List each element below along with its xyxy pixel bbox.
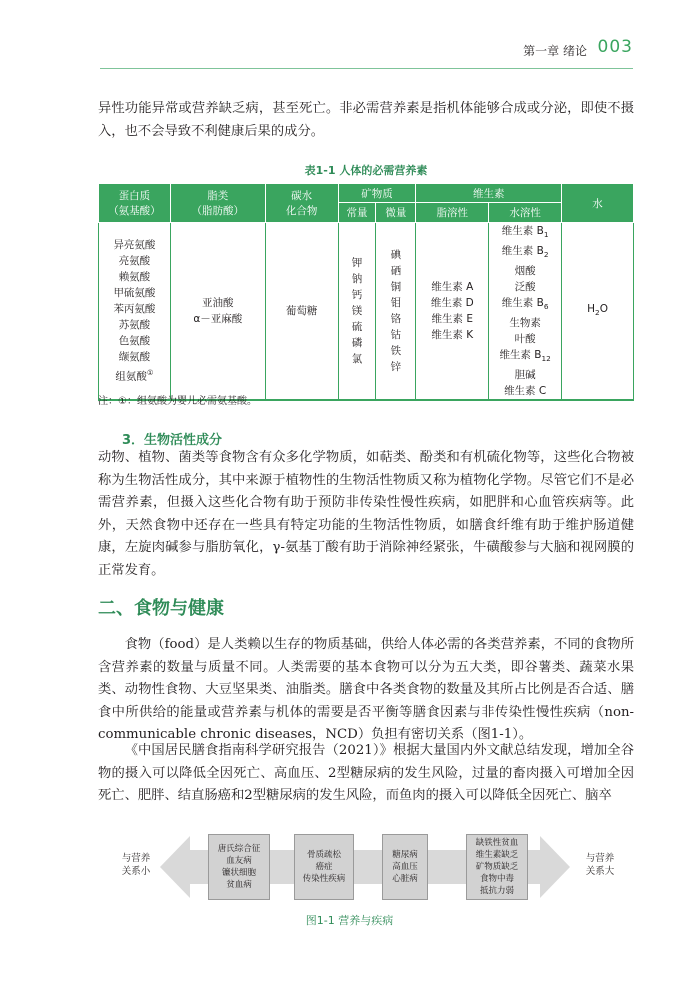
macro-mineral-item: 镁	[351, 305, 363, 318]
macro-mineral-item: 硫	[351, 321, 363, 334]
disease-label: 糖尿病	[392, 850, 418, 860]
trace-mineral-item: 钼	[390, 297, 402, 310]
water-soluble-vitamin-item: 生物素	[509, 317, 541, 330]
subsection-heading: 3．生物活性成分	[122, 433, 223, 448]
water-soluble-vitamin-item: 维生素 $B_2$	[501, 245, 549, 260]
fatty-acid-cell	[170, 223, 265, 401]
right-label: 与营养 关系大	[585, 853, 615, 877]
amino-acid-item: 亮氨酸	[118, 255, 151, 268]
trace-mineral-item: 铬	[390, 313, 402, 326]
chapter-title: 第一章 绪论	[523, 44, 587, 58]
header-divider	[100, 68, 633, 69]
section-heading: 二、食物与健康	[98, 598, 224, 619]
disease-label: 唐氏综合征	[217, 844, 261, 854]
header-mineral-trace: 微量	[376, 203, 416, 223]
water-soluble-vitamin-item: 维生素 $B_{12}$	[499, 349, 551, 364]
macro-mineral-item: 钙	[351, 289, 363, 302]
water-soluble-vitamin-item: 维生素 $B_6$	[501, 297, 549, 312]
amino-acid-item: 赖氨酸	[118, 271, 151, 284]
water-soluble-vitamin-item: 胆碱	[514, 369, 536, 382]
paragraph-nonessential: 异性功能异常或营养缺乏病，甚至死亡。非必需营养素是指机体能够合成或分泌，即使不摄入，也不会导致不利健康后果的成分。	[98, 101, 634, 139]
header-vitamin: 维生素	[416, 184, 562, 203]
amino-acid-item: 甲硫氨酸	[113, 287, 156, 300]
water-cell: $H_2O$	[562, 223, 634, 401]
disease-label: 骨质疏松	[306, 850, 341, 860]
trace-mineral-item: 锌	[390, 361, 402, 374]
disease-label: 抵抗力弱	[479, 886, 514, 896]
disease-label: 镰状细胞	[221, 868, 256, 878]
trace-mineral-item: 铁	[390, 345, 402, 358]
fat-soluble-vitamin-cell	[416, 223, 489, 401]
amino-acid-cell	[99, 223, 171, 401]
fatty-acid-item: 亚油酸	[202, 297, 234, 310]
fat-soluble-vitamin-item: 维生素 D	[430, 297, 474, 310]
amino-acid-item: 苯丙氨酸	[113, 303, 156, 316]
water-soluble-vitamin-cell	[489, 223, 562, 401]
disease-label: 缺铁性贫血	[475, 838, 519, 848]
amino-acid-item: 组氨酸①	[115, 368, 154, 383]
fat-soluble-vitamin-item: 维生素 E	[431, 313, 474, 326]
disease-label: 高血压	[392, 862, 418, 872]
disease-label: 食物中毒	[479, 874, 514, 884]
disease-box-nutritional	[466, 834, 528, 900]
table-title: 表1-1 人体的必需营养素	[304, 164, 428, 177]
paragraph-bioactive: 动物、植物、菌类等食物含有众多化学物质，如萜类、酚类和有机硫化物等，这些化合物被称为生物活性成分，其中来源于植物性的生物活性物质又称为植物化学物。尽管它们不是必需营养素，但摄入这些化合物有助于预防非传染性慢性疾病，如肥胖和心血管疾病等。此外，天然食物中还存在一些具有特定功能的生物活性物质，如膳食纤维有助于维护肠道健康，左旋肉碱参与脂肪氧化，γ-氨基丁酸有助于消除神经紧张，牛磺酸参与大脑和视网膜的正常发育。	[98, 450, 634, 578]
disease-label: 贫血病	[226, 880, 252, 890]
disease-label: 血友病	[226, 856, 252, 866]
water-soluble-vitamin-item: 维生素 $B_1$	[501, 225, 549, 240]
page-header	[0, 28, 699, 68]
footnote-mark: ①	[146, 368, 154, 378]
water-soluble-vitamin-item: 泛酸	[514, 281, 536, 294]
macro-mineral-item: 磷	[351, 337, 363, 350]
disease-box-chronic	[294, 834, 354, 900]
paragraph-guideline: 《中国居民膳食指南科学研究报告（2021）》根据大量国内外文献总结发现，增加全谷物的摄入可以降低全因死亡、高血压、2型糖尿病的发生风险，过量的畜肉摄入可增加全因死亡、肥胖、结直肠癌和2型糖尿病的发生风险，而鱼肉的摄入可以降低全因死亡、脑卒	[98, 743, 634, 804]
disease-box-metabolic	[382, 834, 428, 900]
header-mineral-macro: 常量	[338, 203, 376, 223]
header-mineral: 矿物质	[338, 184, 416, 203]
header-water: 水	[562, 184, 634, 223]
header-fat: 脂类 （脂肪酸）	[170, 184, 265, 223]
page-number: 003	[597, 37, 633, 57]
disease-box-genetic	[208, 834, 270, 900]
water-soluble-vitamin-item: 维生素 C	[504, 385, 547, 398]
nutrient-table	[98, 183, 634, 401]
fatty-acid-item: α－亚麻酸	[193, 313, 243, 326]
left-label: 与营养 关系小	[121, 853, 151, 877]
amino-acid-item: 苏氨酸	[118, 319, 151, 332]
disease-label: 心脏病	[392, 874, 418, 884]
water-soluble-vitamin-list	[489, 223, 561, 399]
header-vitamin-fat: 脂溶性	[416, 203, 489, 223]
trace-mineral-item: 碘	[390, 249, 402, 262]
macro-mineral-cell	[338, 223, 376, 401]
paragraph-food: 食物（food）是人类赖以生存的物质基础，供给人体必需的各类营养素，不同的食物所含营养素的数量与质量不同。人类需要的基本食物可以分为五大类，即谷薯类、蔬菜水果类、动物性食物、大豆坚果类、油脂类。膳食中各类食物的数量及其所占比例是否合适、膳食中所供给的能量或营养素与机体的需要是否平衡等膳食因素与非传染性慢性疾病（non-communicable chronic diseases，NCD）负担有密切关系（图1-1）。	[98, 637, 634, 743]
macro-mineral-item: 钾	[351, 257, 363, 270]
header-vitamin-water: 水溶性	[489, 203, 562, 223]
disease-label: 癌症	[315, 862, 333, 872]
header-protein: 蛋白质 （氨基酸）	[99, 184, 171, 223]
header-carbohydrate: 碳水 化合物	[265, 184, 338, 223]
macro-mineral-item: 钠	[351, 273, 363, 286]
water-soluble-vitamin-item: 烟酸	[514, 265, 536, 278]
amino-acid-item: 缬氨酸	[118, 351, 151, 364]
water-soluble-vitamin-item: 叶酸	[514, 333, 536, 346]
table-note: 注：①：组氨酸为婴儿必需氨基酸。	[98, 396, 257, 407]
disease-label: 矿物质缺乏	[475, 862, 519, 872]
disease-label: 维生素缺乏	[475, 850, 519, 860]
macro-mineral-item: 氯	[351, 353, 363, 366]
trace-mineral-item: 铜	[390, 281, 402, 294]
fat-soluble-vitamin-item: 维生素 A	[431, 281, 474, 294]
figure-caption: 图1-1 营养与疾病	[305, 914, 394, 927]
trace-mineral-cell	[376, 223, 416, 401]
trace-mineral-item: 钴	[390, 329, 402, 342]
disease-label: 传染性疾病	[302, 874, 346, 884]
fat-soluble-vitamin-item: 维生素 K	[431, 329, 474, 342]
trace-mineral-item: 硒	[390, 265, 402, 278]
amino-acid-item: 异亮氨酸	[113, 239, 156, 252]
carbohydrate-cell: 葡萄糖	[265, 223, 338, 401]
amino-acid-item: 色氨酸	[118, 335, 151, 348]
